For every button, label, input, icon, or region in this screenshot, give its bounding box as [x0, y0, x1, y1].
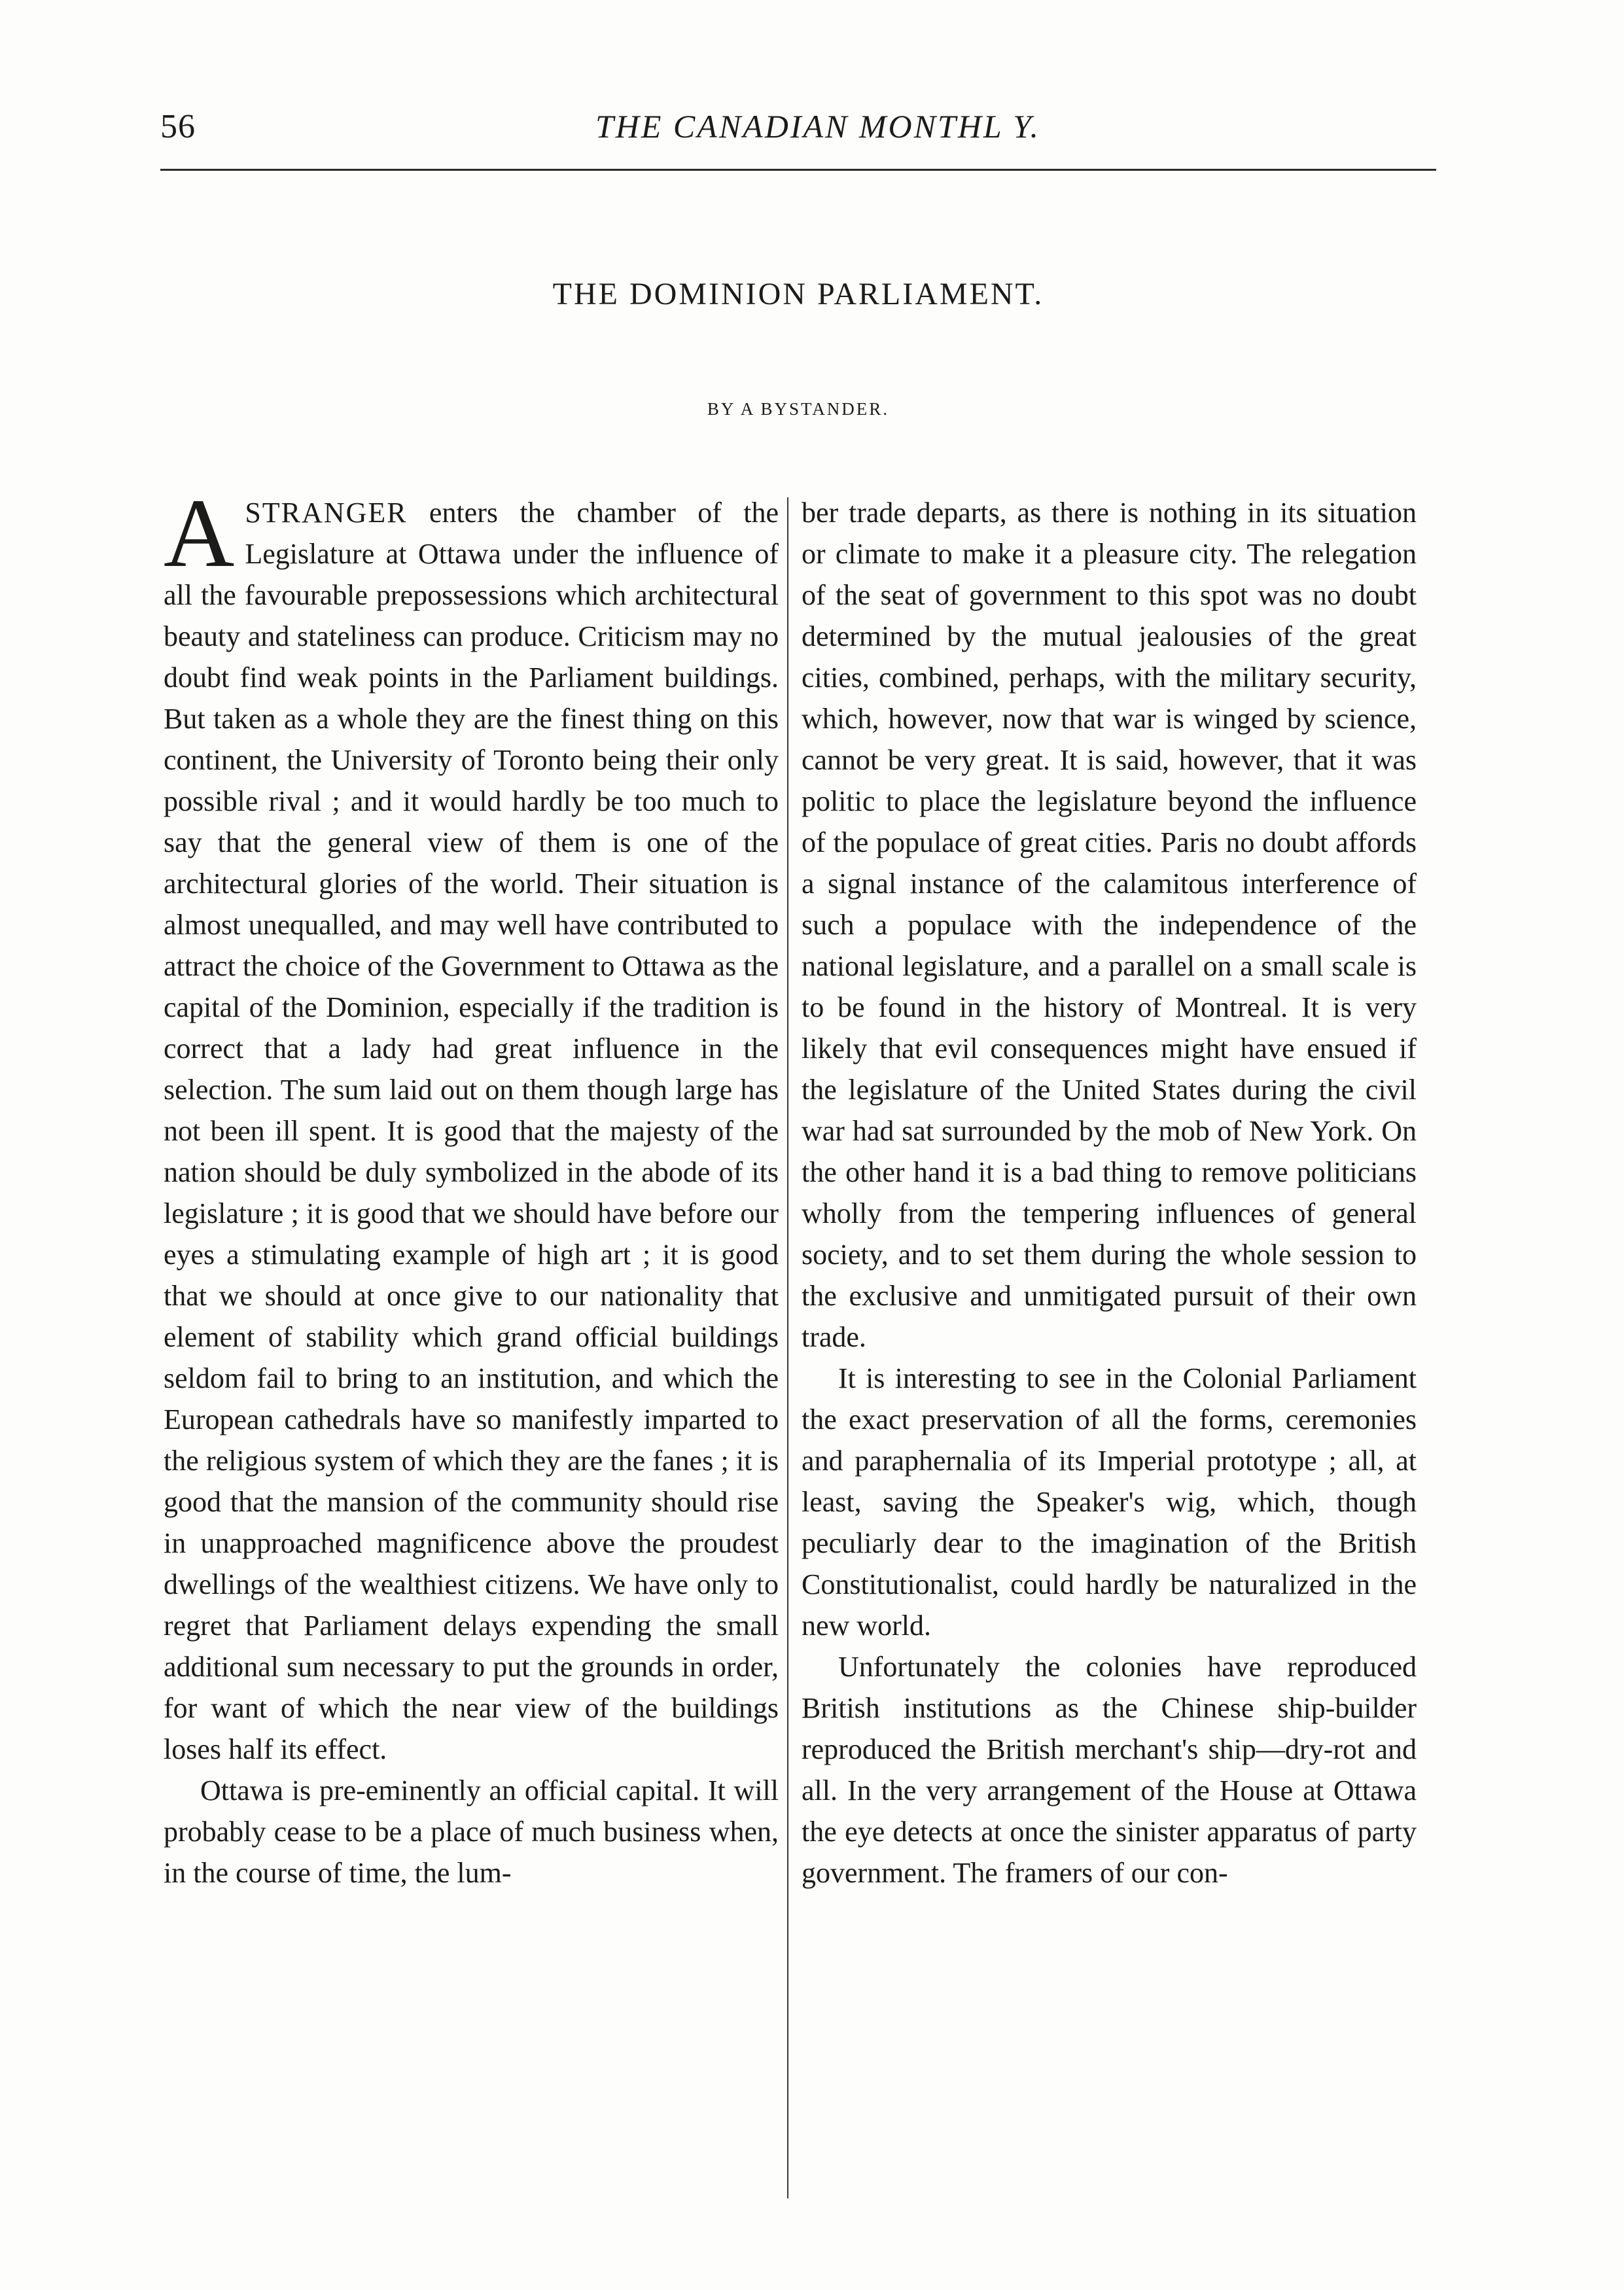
drop-cap: A: [164, 479, 235, 588]
article-title: THE DOMINION PARLIAMENT.: [552, 277, 1044, 311]
paragraph-4: Unfortunately the colonies have reproduced British institutions as the Chinese ship-builder reproduced the British merchant's ship—dry-rot and all. In the very arrangement of the House at Ottawa the eye detects at once the sinister apparatus of party government. The framers of our con-: [802, 1651, 1417, 1889]
paragraph-1-text: enters the chamber of the Legislature at Ottawa under the influence of all the favourable prepossessions which architectural beauty and stateliness can produce. Criticism may no doubt find weak points in the Parliament buildings. But taken as a whole they are the finest thing on this continent, the University of Toronto being their only possible rival ; and it would hardly be too much to say that the general view of them is one of the architectural glories of the world. Their situation is almost unequalled, and may well have contributed to attract the choice of the Government to Ottawa as the capital of the Dominion, especially if the tradition is correct that a lady had great influence in the selection. The sum laid out on them though large has not been ill spent. It is good that the majesty of the nation should be duly symbolized in the abode of its legislature ; it is good that we should have before our eyes a stimulating example of high art ; it is good that we should at once give to our nationality that element of stability which grand official buildings seldom fail to bring to an institution, and which the European cathedrals have so manifestly imparted to the religious system of which they are the fanes ; it is good that the mansion of the community should rise in unapproached magnificence above the proudest dwellings of the wealthiest citizens. We have only to regret that Parliament delays expending the small additional sum necessary to put the grounds in order, for want of which the near view of the buildings loses half its effect.: [164, 497, 779, 1765]
journal-title: THE CANADIAN MONTHL Y.: [595, 108, 1041, 145]
header-rule: [160, 169, 1436, 171]
paragraph-3: It is interesting to see in the Colonial Parliament the exact preservation of all the forms, ceremonies and paraphernalia of its Imperial prototype ; all, at least, saving the Speaker's wig, which, though peculiarly dear to the imagination of the British Constitutionalist, could hardly be naturalized in the new world.: [802, 1362, 1417, 1642]
right-column: [802, 492, 1417, 1894]
paragraph-2: Ottawa is pre-eminently an official capital. It will probably cease to be a place of much business when, in the course of time, the lum-: [164, 1774, 779, 1889]
paragraph-1: [164, 479, 779, 1770]
article-byline: BY A BYSTANDER.: [707, 399, 890, 419]
left-column: [164, 479, 779, 1894]
running-head: [160, 98, 1436, 157]
column-divider: [787, 497, 788, 2198]
paragraph-continued: ber trade departs, as there is nothing in its situation or climate to make it a pleasure city. The relegation of the seat of government to this spot was no doubt determined by the mutual jealousies of the great cities, combined, perhaps, with the military security, which, however, now that war is winged by science, cannot be very great. It is said, however, that it was politic to place the legislature beyond the influence of the populace of great cities. Paris no doubt affords a signal instance of the calamitous interference of such a populace with the independence of the national legislature, and a parallel on a small scale is to be found in the history of Montreal. It is very likely that evil consequences might have ensued if the legislature of the United States during the civil war had sat surrounded by the mob of New York. On the other hand it is a bad thing to remove politicians wholly from the tempering influences of general society, and to set them during the whole session to the exclusive and unmitigated pursuit of their own trade.: [802, 497, 1417, 1353]
lead-word: STRANGER: [245, 497, 408, 529]
page-number: 56: [160, 108, 196, 145]
